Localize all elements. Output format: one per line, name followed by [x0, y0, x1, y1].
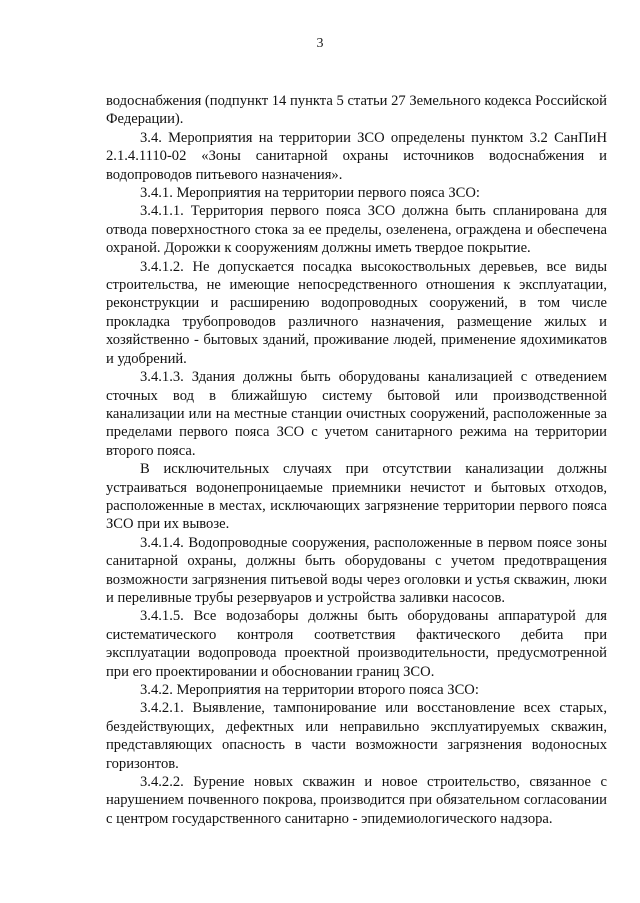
paragraph-3-4-2-1: 3.4.2.1. Выявление, тампонирование или восстановление всех старых, бездействующих, дефектных или неправильно эксплуатируемых скважин, представляющих опасность в части возможности загрязнения водоносных горизонтов.	[106, 700, 607, 772]
paragraph-3-4-1-4: 3.4.1.4. Водопроводные сооружения, расположенные в первом поясе зоны санитарной охраны, должны быть оборудованы с учетом предотвращения возможности загрязнения питьевой воды через оголовки и устья скважин, люки и переливные трубы резервуаров и устройства заливки насосов.	[106, 534, 607, 606]
paragraph-3-4-1-1: 3.4.1.1. Территория первого пояса ЗСО должна быть спланирована для отвода поверхностного стока за ее пределы, озеленена, ограждена и обеспечена охраной. Дорожки к сооружениям должны иметь твердое покрытие.	[106, 203, 607, 257]
paragraph-3-4-1-2: 3.4.1.2. Не допускается посадка высокоствольных деревьев, все виды строительства, не имеющие непосредственного отношения к эксплуатации, реконструкции и расширению водопроводных сооружений, в том числе прокладка трубопроводов различного назначения, размещение жилых и хозяйственно - бытовых зданий, проживание людей, применение ядохимикатов и удобрений.	[106, 258, 607, 367]
document-body	[106, 92, 607, 828]
paragraph-3-4-2: 3.4.2. Мероприятия на территории второго пояса ЗСО:	[140, 682, 479, 698]
page-number: 3	[316, 36, 324, 51]
paragraph-exceptional-cases: В исключительных случаях при отсутствии канализации должны устраиваться водонепроницаемые приемники нечистот и бытовых отходов, расположенные в местах, исключающих загрязнение территории первого пояса ЗСО при их вывозе.	[106, 461, 607, 533]
paragraph-3-4-1: 3.4.1. Мероприятия на территории первого пояса ЗСО:	[140, 185, 480, 202]
paragraph-3-4-1-5: 3.4.1.5. Все водозаборы должны быть оборудованы аппаратурой для систематического контроля соответствия фактического дебита при эксплуатации водопровода проектной производительности, предусмотренной при его проектировании и обосновании границ ЗСО.	[106, 608, 607, 680]
paragraph-continuation: водоснабжения (подпункт 14 пункта 5 статьи 27 Земельного кодекса Российской Федерации).	[106, 93, 607, 128]
paragraph-3-4: 3.4. Мероприятия на территории ЗСО определены пунктом 3.2 СанПиН 2.1.4.1110-02 «Зоны санитарной охраны источников водоснабжения и водопроводов питьевого назначения».	[106, 129, 607, 183]
paragraph-3-4-1-3: 3.4.1.3. Здания должны быть оборудованы канализацией с отведением сточных вод в ближайшую систему бытовой или производственной канализации или на местные станции очистных сооружений, расположенные за пределами первого пояса ЗСО с учетом санитарного режима на территории второго пояса.	[106, 369, 607, 459]
paragraph-3-4-2-2: 3.4.2.2. Бурение новых скважин и новое строительство, связанное с нарушением почвенного покрова, производится при обязательном согласовании с центром государственного санитарно - эпидемиологического надзора.	[106, 774, 607, 827]
